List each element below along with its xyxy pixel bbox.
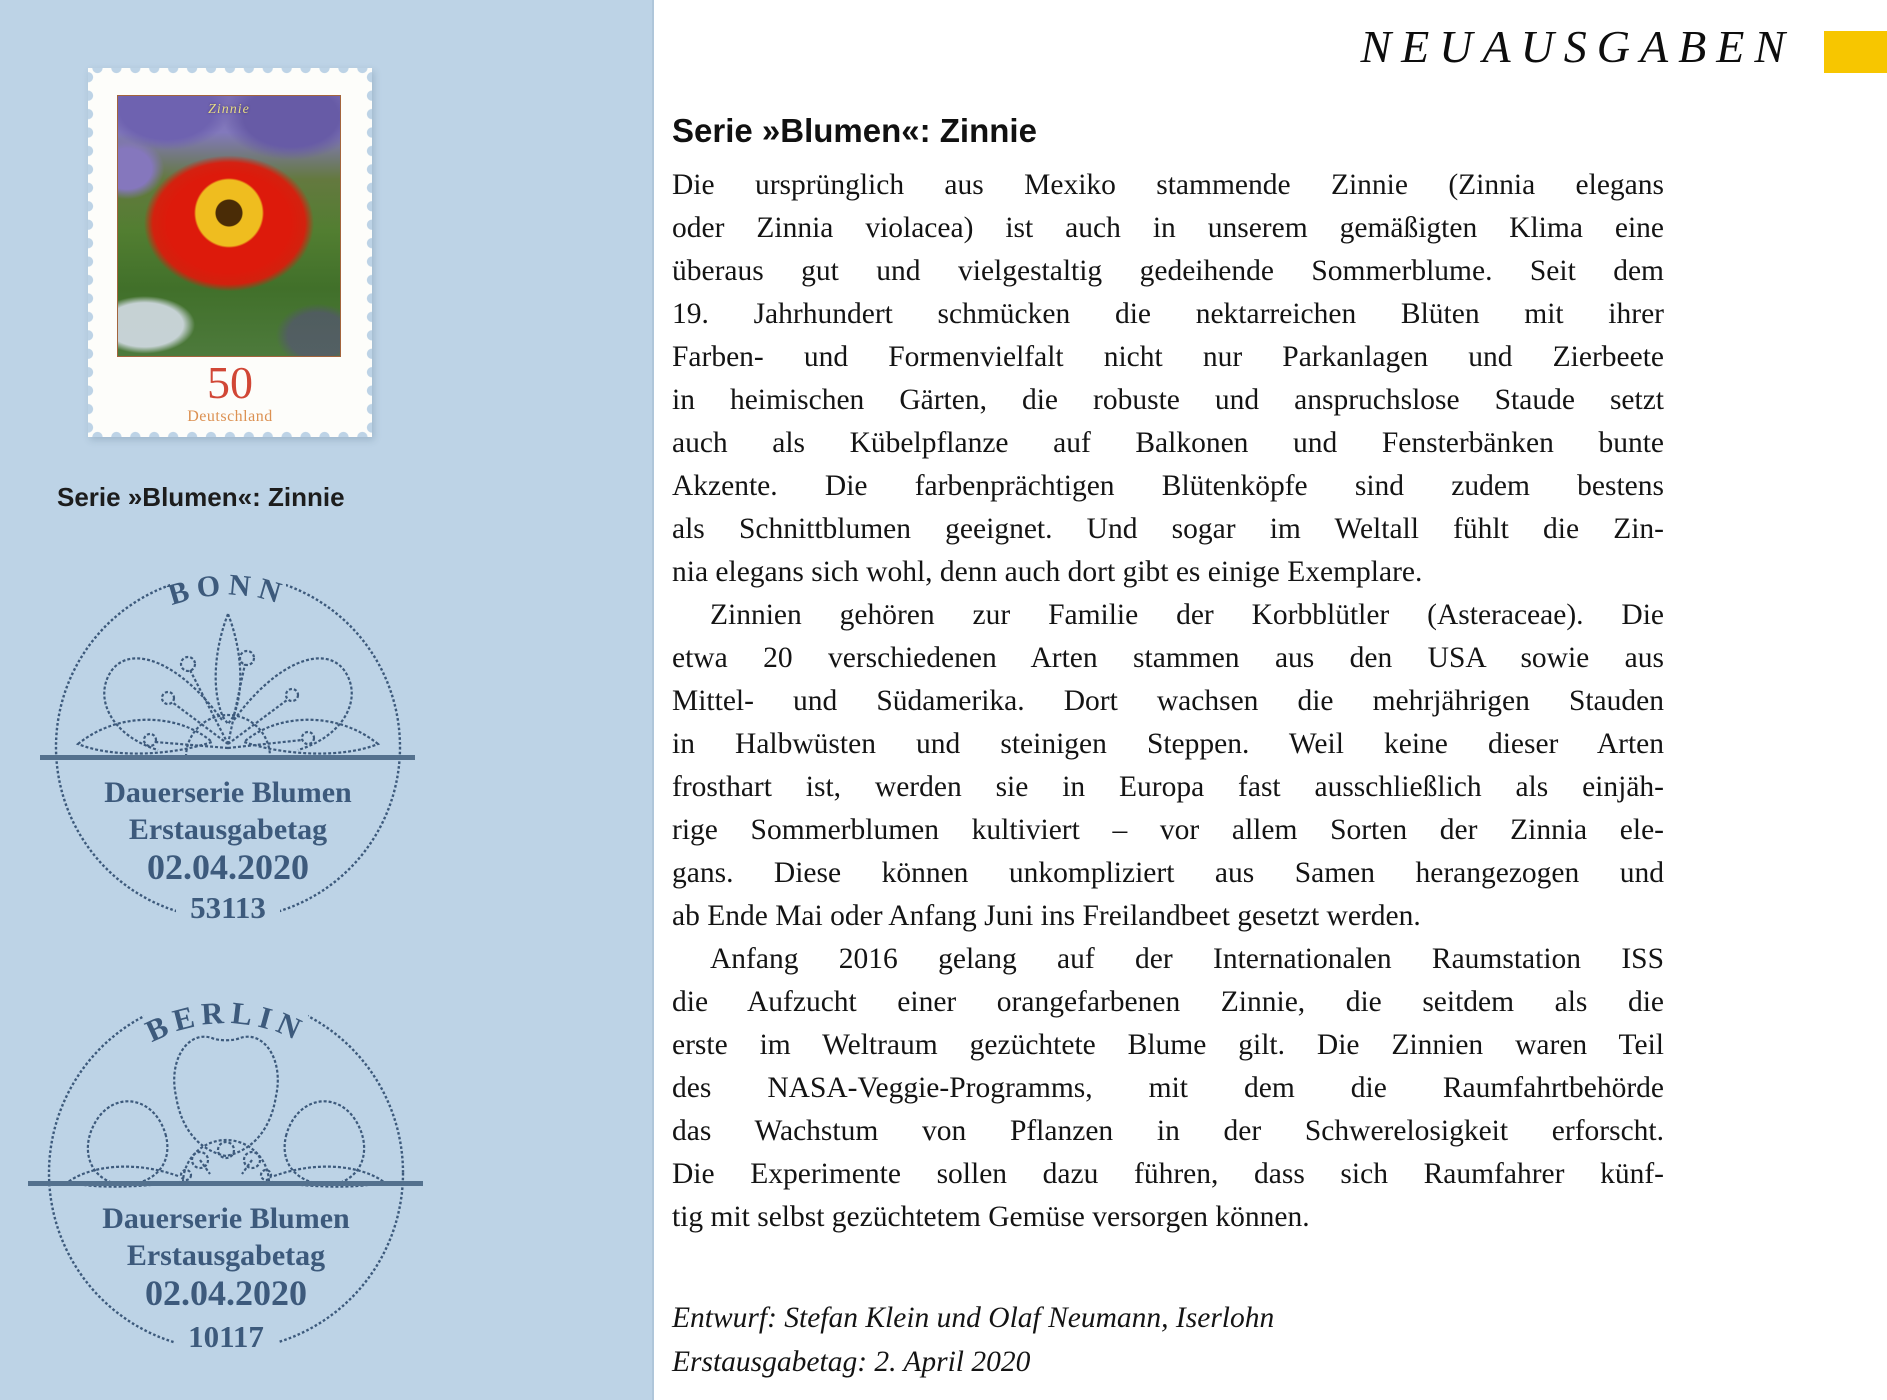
body-line: Anfang 2016 gelang auf der Internationalen Raumstation ISS <box>710 943 1664 975</box>
body-line: in heimischen Gärten, die robuste und anspruchslose Staude setzt <box>672 384 1664 416</box>
body-line: Die ursprünglich aus Mexiko stammende Zinnie (Zinnia elegans <box>672 169 1664 201</box>
postmark-divider-line <box>40 755 415 760</box>
body-line: Zinnien gehören zur Familie der Korbblütler (Asteraceae). Die <box>710 599 1664 631</box>
body-line: oder Zinnia violacea) ist auch in unserem gemäßigten Klima eine <box>672 212 1664 244</box>
body-line: in Halbwüsten und steinigen Steppen. Weil keine dieser Arten <box>672 728 1664 760</box>
stamp-flower-photo <box>117 95 341 357</box>
postmark-city: BONN <box>164 568 292 612</box>
postmark-series: Dauerserie Blumen <box>104 776 352 809</box>
article-credits <box>672 1296 1664 1384</box>
stamp-caption: Serie »Blumen«: Zinnie <box>57 482 345 512</box>
body-line: tig mit selbst gezüchtetem Gemüse versorgen können. <box>672 1201 1310 1233</box>
body-line: Mittel- und Südamerika. Dort wachsen die mehrjährigen Stauden <box>672 685 1664 717</box>
body-line: 19. Jahrhundert schmücken die nektarreichen Blüten mit ihrer <box>672 298 1664 330</box>
masthead-title: NEUAUSGABEN <box>1360 21 1795 72</box>
postmark-berlin <box>28 978 423 1363</box>
body-line: auch als Kübelpflanze auf Balkonen und Fensterbänken bunte <box>672 427 1664 459</box>
postmark-postal-code: 10117 <box>188 1319 264 1354</box>
postmark-label: Erstausgabetag <box>128 813 328 846</box>
body-line: die Aufzucht einer orangefarbenen Zinnie, die seitdem als die <box>672 986 1664 1018</box>
body-line: das Wachstum von Pflanzen in der Schwerelosigkeit erforscht. <box>672 1115 1664 1147</box>
body-line: als Schnittblumen geeignet. Und sogar im Weltall fühlt die Zin- <box>672 513 1664 545</box>
credit-designer: Entwurf: Stefan Klein und Olaf Neumann, Iserlohn <box>672 1302 1275 1334</box>
stamp <box>88 68 372 437</box>
article-paragraph <box>672 938 1664 1239</box>
body-line: überaus gut und vielgestaltig gedeihende Sommerblume. Seit dem <box>672 255 1664 287</box>
article-heading: Serie »Blumen«: Zinnie <box>672 112 1037 149</box>
sidebar-panel <box>0 0 654 1400</box>
body-line: nia elegans sich wohl, denn auch dort gibt es einige Exemplare. <box>672 556 1423 588</box>
body-line: erste im Weltraum gezüchtete Blume gilt. Die Zinnien waren Teil <box>672 1029 1664 1061</box>
body-line: frosthart ist, werden sie in Europa fast ausschließlich als einjäh- <box>672 771 1664 803</box>
body-line: etwa 20 verschiedenen Arten stammen aus den USA sowie aus <box>672 642 1664 674</box>
postmark-bonn <box>40 552 415 932</box>
stamp-value: 50 <box>207 357 253 408</box>
postmark-city: BERLIN <box>139 994 312 1049</box>
article-body <box>672 164 1664 1239</box>
postmark-label: Erstausgabetag <box>126 1239 326 1272</box>
article-paragraph <box>672 594 1664 938</box>
postmark-date: 02.04.2020 <box>145 1273 307 1313</box>
article-paragraph <box>672 164 1664 594</box>
body-line: Die Experimente sollen dazu führen, dass sich Raumfahrer künf- <box>672 1158 1664 1190</box>
stamp-flower-label: Zinnie <box>208 102 250 117</box>
postmark-date: 02.04.2020 <box>147 847 309 887</box>
body-line: des NASA-Veggie-Programms, mit dem die Raumfahrtbehörde <box>672 1072 1664 1104</box>
postmark-series: Dauerserie Blumen <box>102 1202 350 1235</box>
body-line: Akzente. Die farbenprächtigen Blütenköpfe sind zudem bestens <box>672 470 1664 502</box>
body-line: Farben- und Formenvielfalt nicht nur Parkanlagen und Zierbeete <box>672 341 1664 373</box>
body-line: gans. Diese können unkompliziert aus Samen herangezogen und <box>672 857 1664 889</box>
body-line: rige Sommerblumen kultiviert – vor allem Sorten der Zinnia ele- <box>672 814 1664 846</box>
postmark-flower-art <box>78 614 378 757</box>
credit-first-day: Erstausgabetag: 2. April 2020 <box>672 1346 1031 1378</box>
postmark-postal-code: 53113 <box>190 890 266 925</box>
postmark-divider-line <box>28 1181 423 1186</box>
accent-bar <box>1824 31 1887 73</box>
stamp-country: Deutschland <box>187 408 273 425</box>
postmark-flower-art <box>68 1037 384 1187</box>
body-line: ab Ende Mai oder Anfang Juni ins Freilandbeet gesetzt werden. <box>672 900 1421 932</box>
